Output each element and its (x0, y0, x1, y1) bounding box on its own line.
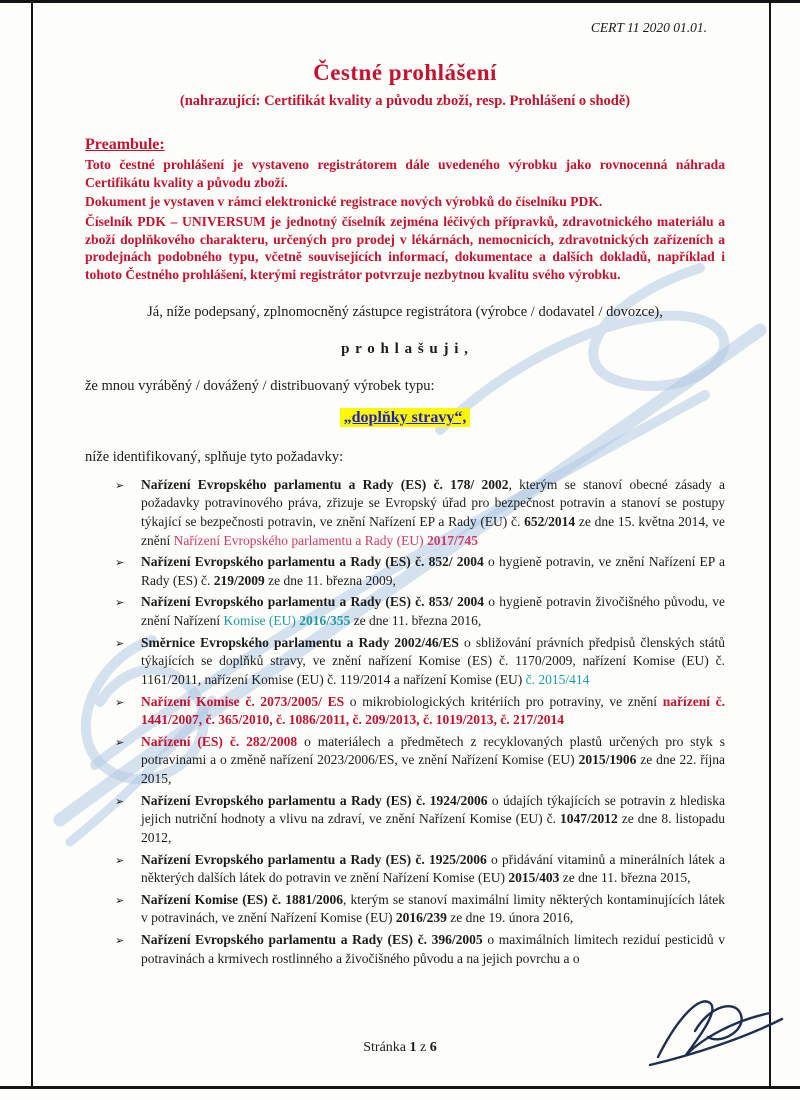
bullet-arrow-icon: ➢ (115, 853, 125, 867)
list-item (115, 476, 725, 551)
list-item-text: Směrnice Evropského parlamentu a Rady 2002/46/ES o sbližování právních předpisů členských států týkajících se doplňků stravy, ve znění nařízení Komise (ES) č. 1170/2009, nařízení Komise (EU) č. 1161/2011, nařízení Komise (EU) č. 119/2014 a nařízení Komise (EU) č. 2015/414 (141, 634, 725, 687)
list-item (115, 891, 725, 928)
page-title: Čestné prohlášení (313, 60, 497, 85)
scan-border-bottom (0, 1086, 800, 1089)
scan-border-top (0, 0, 800, 3)
list-item-text: Nařízení Evropského parlamentu a Rady (ES) č. 853/ 2004 o hygieně potravin živočišného původu, ve znění Nařízení Komise (EU) 2016/355 ze dne 11. března 2016, (141, 594, 725, 629)
bullet-arrow-icon: ➢ (115, 596, 125, 610)
document-content (85, 20, 725, 971)
bullet-arrow-icon: ➢ (115, 934, 125, 948)
scan-border-left (31, 0, 33, 1089)
doc-code: CERT 11 2020 01.01. (590, 20, 707, 35)
list-item (115, 792, 725, 848)
list-item-text: Nařízení (ES) č. 282/2008 o materiálech a předmětech z recyklovaných plastů určených pro styk s potravinami a o změně nařízení 2023/2006/ES, ve znění Nařízení Komise (EU) 2015/1906 ze dne 22. října 2015, (141, 733, 726, 787)
bullet-arrow-icon: ➢ (115, 478, 125, 492)
bullet-arrow-icon: ➢ (115, 735, 125, 749)
requirements-list (85, 476, 725, 969)
list-item (115, 593, 725, 630)
declaration-statement: p r o h l a š u j i , (341, 340, 469, 357)
list-item (115, 733, 725, 789)
product-type-line: že mnou vyráběný / dovážený / distribuovaný výrobek typu: (85, 377, 435, 394)
footer-label: Stránka (363, 1040, 410, 1055)
signature-icon (640, 985, 790, 1085)
list-item (115, 931, 725, 968)
scan-border-right (769, 0, 771, 1089)
list-item-text: Nařízení Evropského parlamentu a Rady (ES) č. 396/2005 o maximálních limitech reziduí pesticidů v potravinách a krmivech rostlinného a živočišného původu a na jejich povrchu a o (141, 932, 725, 966)
preambule-paragraph-1: Toto čestné prohlášení je vystaveno registrátorem dále uvedeného výrobku jako rovnocenná náhrada Certifikátu kvality a původu zboží. (85, 157, 725, 190)
list-item-text: Nařízení Komise (ES) č. 1881/2006, kterým se stanoví maximální limity některých kontaminujících látek v potravinách, ve znění Nařízení Komise (EU) 2016/239 ze dne 19. února 2016, (141, 891, 725, 926)
page-footer (0, 1040, 800, 1056)
footer-separator: z (416, 1040, 430, 1055)
preambule-heading: Preambule: (85, 136, 165, 153)
list-item (115, 553, 725, 590)
list-item-text: Nařízení Evropského parlamentu a Rady (ES) č. 1925/2006 o přidávání vitaminů a minerálních látek a některých dalších látek do potravin ve znění Nařízení Komise (EU) 2015/403 ze dne 11. března 2015, (141, 851, 725, 886)
page-subtitle: (nahrazující: Certifikát kvality a původu zboží, resp. Prohlášení o shodě) (179, 93, 631, 109)
list-item-text: Nařízení Evropského parlamentu a Rady (ES) č. 852/ 2004 o hygieně potravin, ve znění Nařízení EP a Rady (ES) č. 219/2009 ze dne 11. března 2009, (141, 554, 725, 588)
product-highlight: „doplňky stravy“, (340, 408, 471, 427)
requirements-intro: níže identifikovaný, splňuje tyto požadavky: (85, 448, 344, 465)
list-item (115, 634, 725, 690)
list-item (115, 693, 725, 730)
list-item-text: Nařízení Evropského parlamentu a Rady (ES) č. 1924/2006 o údajích týkajících se potravin z hlediska jejich nutriční hodnoty a vlivu na zdraví, ve znění Nařízení Komise (EU) č. 1047/2012 ze dne 8. listopadu 2012, (141, 792, 726, 845)
bullet-arrow-icon: ➢ (115, 893, 125, 907)
declaration-intro: Já, níže podepsaný, zplnomocněný zástupce registrátora (výrobce / dodavatel / dovozce), (147, 303, 663, 320)
product-highlight-row (85, 409, 725, 427)
footer-total-pages: 6 (429, 1040, 437, 1055)
list-item (115, 851, 725, 888)
bullet-arrow-icon: ➢ (115, 695, 125, 709)
bullet-arrow-icon: ➢ (115, 636, 125, 650)
preambule-paragraph-3: Číselník PDK – UNIVERSUM je jednotný číselník zejména léčivých přípravků, zdravotnického materiálu a zboží doplňkového charakteru, určených pro prodej v lékárnách, nemocnicích, zdravotnických zařízeních a prodejnách podobného typu, včetně souvisejících informací, dokumentace a dalších dokladů, například i tohoto Čestného prohlášení, kterými registrátor potvrzuje nezbytnou kvalitu svého výrobku. (85, 214, 725, 283)
list-item-text: Nařízení Evropského parlamentu a Rady (ES) č. 178/ 2002, kterým se stanoví obecné zásady a požadavky potravinového práva, zřizuje se Evropský úřad pro bezpečnost potravin a stanoví se postupy týkající se bezpečnosti potravin, ve znění Nařízení EP a Rady (EU) č. 652/2014 ze dne 15. května 2014, ve znění Nařízení Evropského parlamentu a Rady (EU) 2017/745 (141, 476, 725, 548)
list-item-text: Nařízení Komise č. 2073/2005/ ES o mikrobiologických kritériích pro potraviny, ve znění nařízení č. 1441/2007, č. 365/2010, č. 1086/2011, č. 209/2013, č. 1019/2013, č. 217/2014 (141, 693, 726, 728)
bullet-arrow-icon: ➢ (115, 556, 125, 570)
footer-page-number: 1 (409, 1040, 417, 1055)
bullet-arrow-icon: ➢ (115, 794, 125, 808)
preambule-paragraph-2: Dokument je vystaven v rámci elektronické registrace nových výrobků do číselníku PDK. (85, 194, 603, 210)
